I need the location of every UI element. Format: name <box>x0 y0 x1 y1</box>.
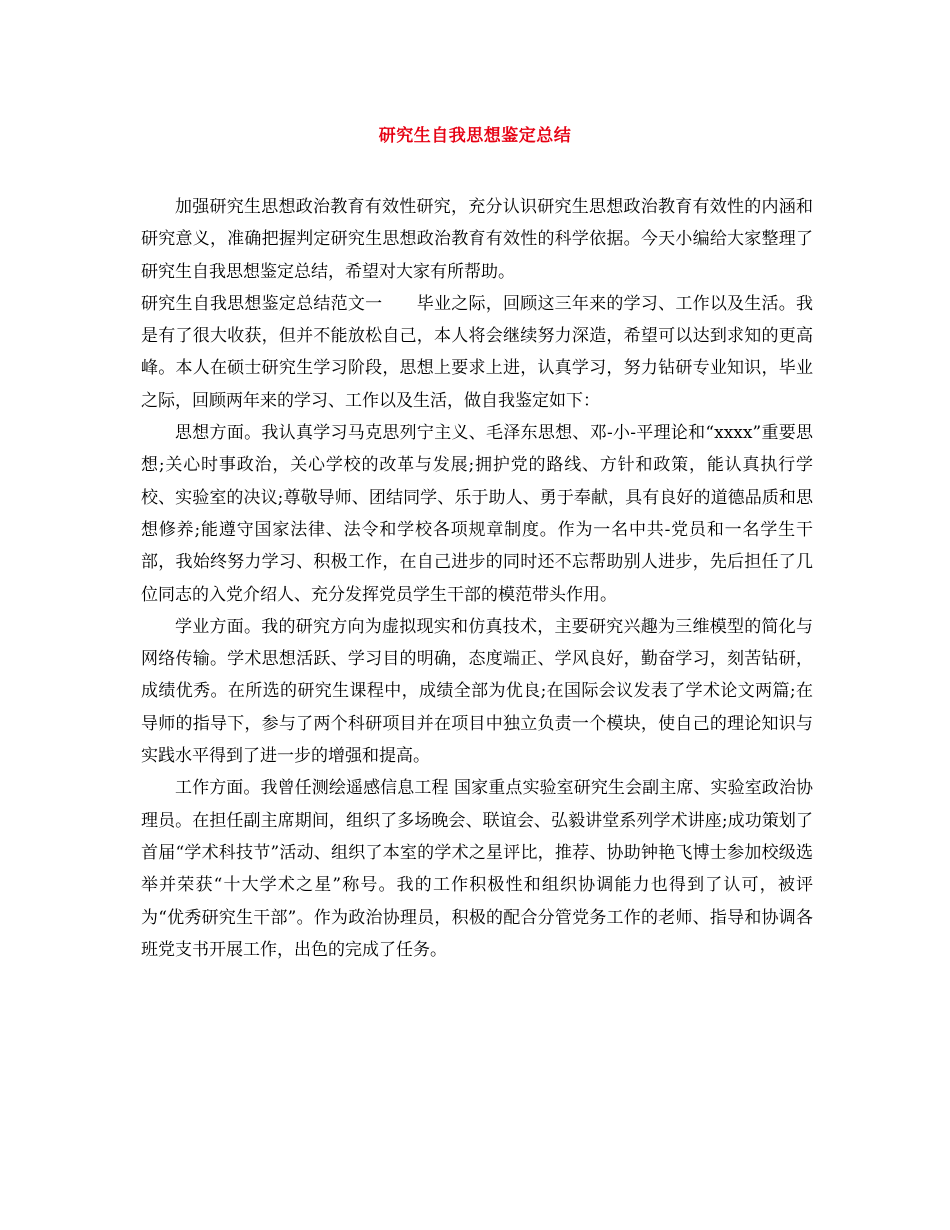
paragraph-work: 工作方面。我曾任测绘遥感信息工程 国家重点实验室研究生会副主席、实验室政治协理员。在担任副主席期间，组织了多场晚会、联谊会、弘毅讲堂系列学术讲座;成功策划了首届“学术科技节”活动、组织了本室的学术之星评比，推荐、协助钟艳飞博士参加校级选举并荣获“十大学术之星”称号。我的工作积极性和组织协调能力也得到了认可，被评为“优秀研究生干部”。作为政治协理员，积极的配合分管党务工作的老师、指导和协调各班党支书开展工作，出色的完成了任务。 <box>141 778 813 960</box>
paragraph-intro: 加强研究生思想政治教育有效性研究，充分认识研究生思想政治教育有效性的内涵和研究意义，准确把握判定研究生思想政治教育有效性的科学依据。今天小编给大家整理了研究生自我思想鉴定总结，希望对大家有所帮助。 <box>141 197 813 282</box>
paragraph-study: 学业方面。我的研究方向为虚拟现实和仿真技术，主要研究兴趣为三维模型的简化与网络传输。学术思想活跃、学习目的明确，态度端正、学风良好，勤奋学习，刻苦钻研，成绩优秀。在所选的研究生课程中，成绩全部为优良;在国际会议发表了学术论文两篇;在导师的指导下，参与了两个科研项目并在项目中独立负责一个模块，使自己的理论知识与实践水平得到了进一步的增强和提高。 <box>141 616 813 767</box>
paragraph-thought: 思想方面。我认真学习马克思列宁主义、毛泽东思想、邓-小-平理论和“xxxx”重要思想;关心时事政治，关心学校的改革与发展;拥护党的路线、方针和政策，能认真执行学校、实验室的决议;尊敬导师、团结同学、乐于助人、勇于奉献，具有良好的道德品质和思想修养;能遵守国家法律、法令和学校各项规章制度。作为一名中共-党员和一名学生干部，我始终努力学习、积极工作，在自己进步的同时还不忘帮助别人进步，先后担任了几位同志的入党介绍人、充分发挥党员学生干部的模范带头作用。 <box>141 423 813 605</box>
paragraph-sample-one: 研究生自我思想鉴定总结范文一 毕业之际，回顾这三年来的学习、工作以及生活。我是有了很大收获，但并不能放松自己，本人将会继续努力深造，希望可以达到求知的更高峰。本人在硕士研究生学习阶段，思想上要求上进，认真学习，努力钻研专业知识，毕业之际，回顾两年来的学习、工作以及生活，做自我鉴定如下： <box>141 293 813 411</box>
document-title: 研究生自我思想鉴定总结 <box>378 126 572 146</box>
document-body <box>141 191 813 966</box>
